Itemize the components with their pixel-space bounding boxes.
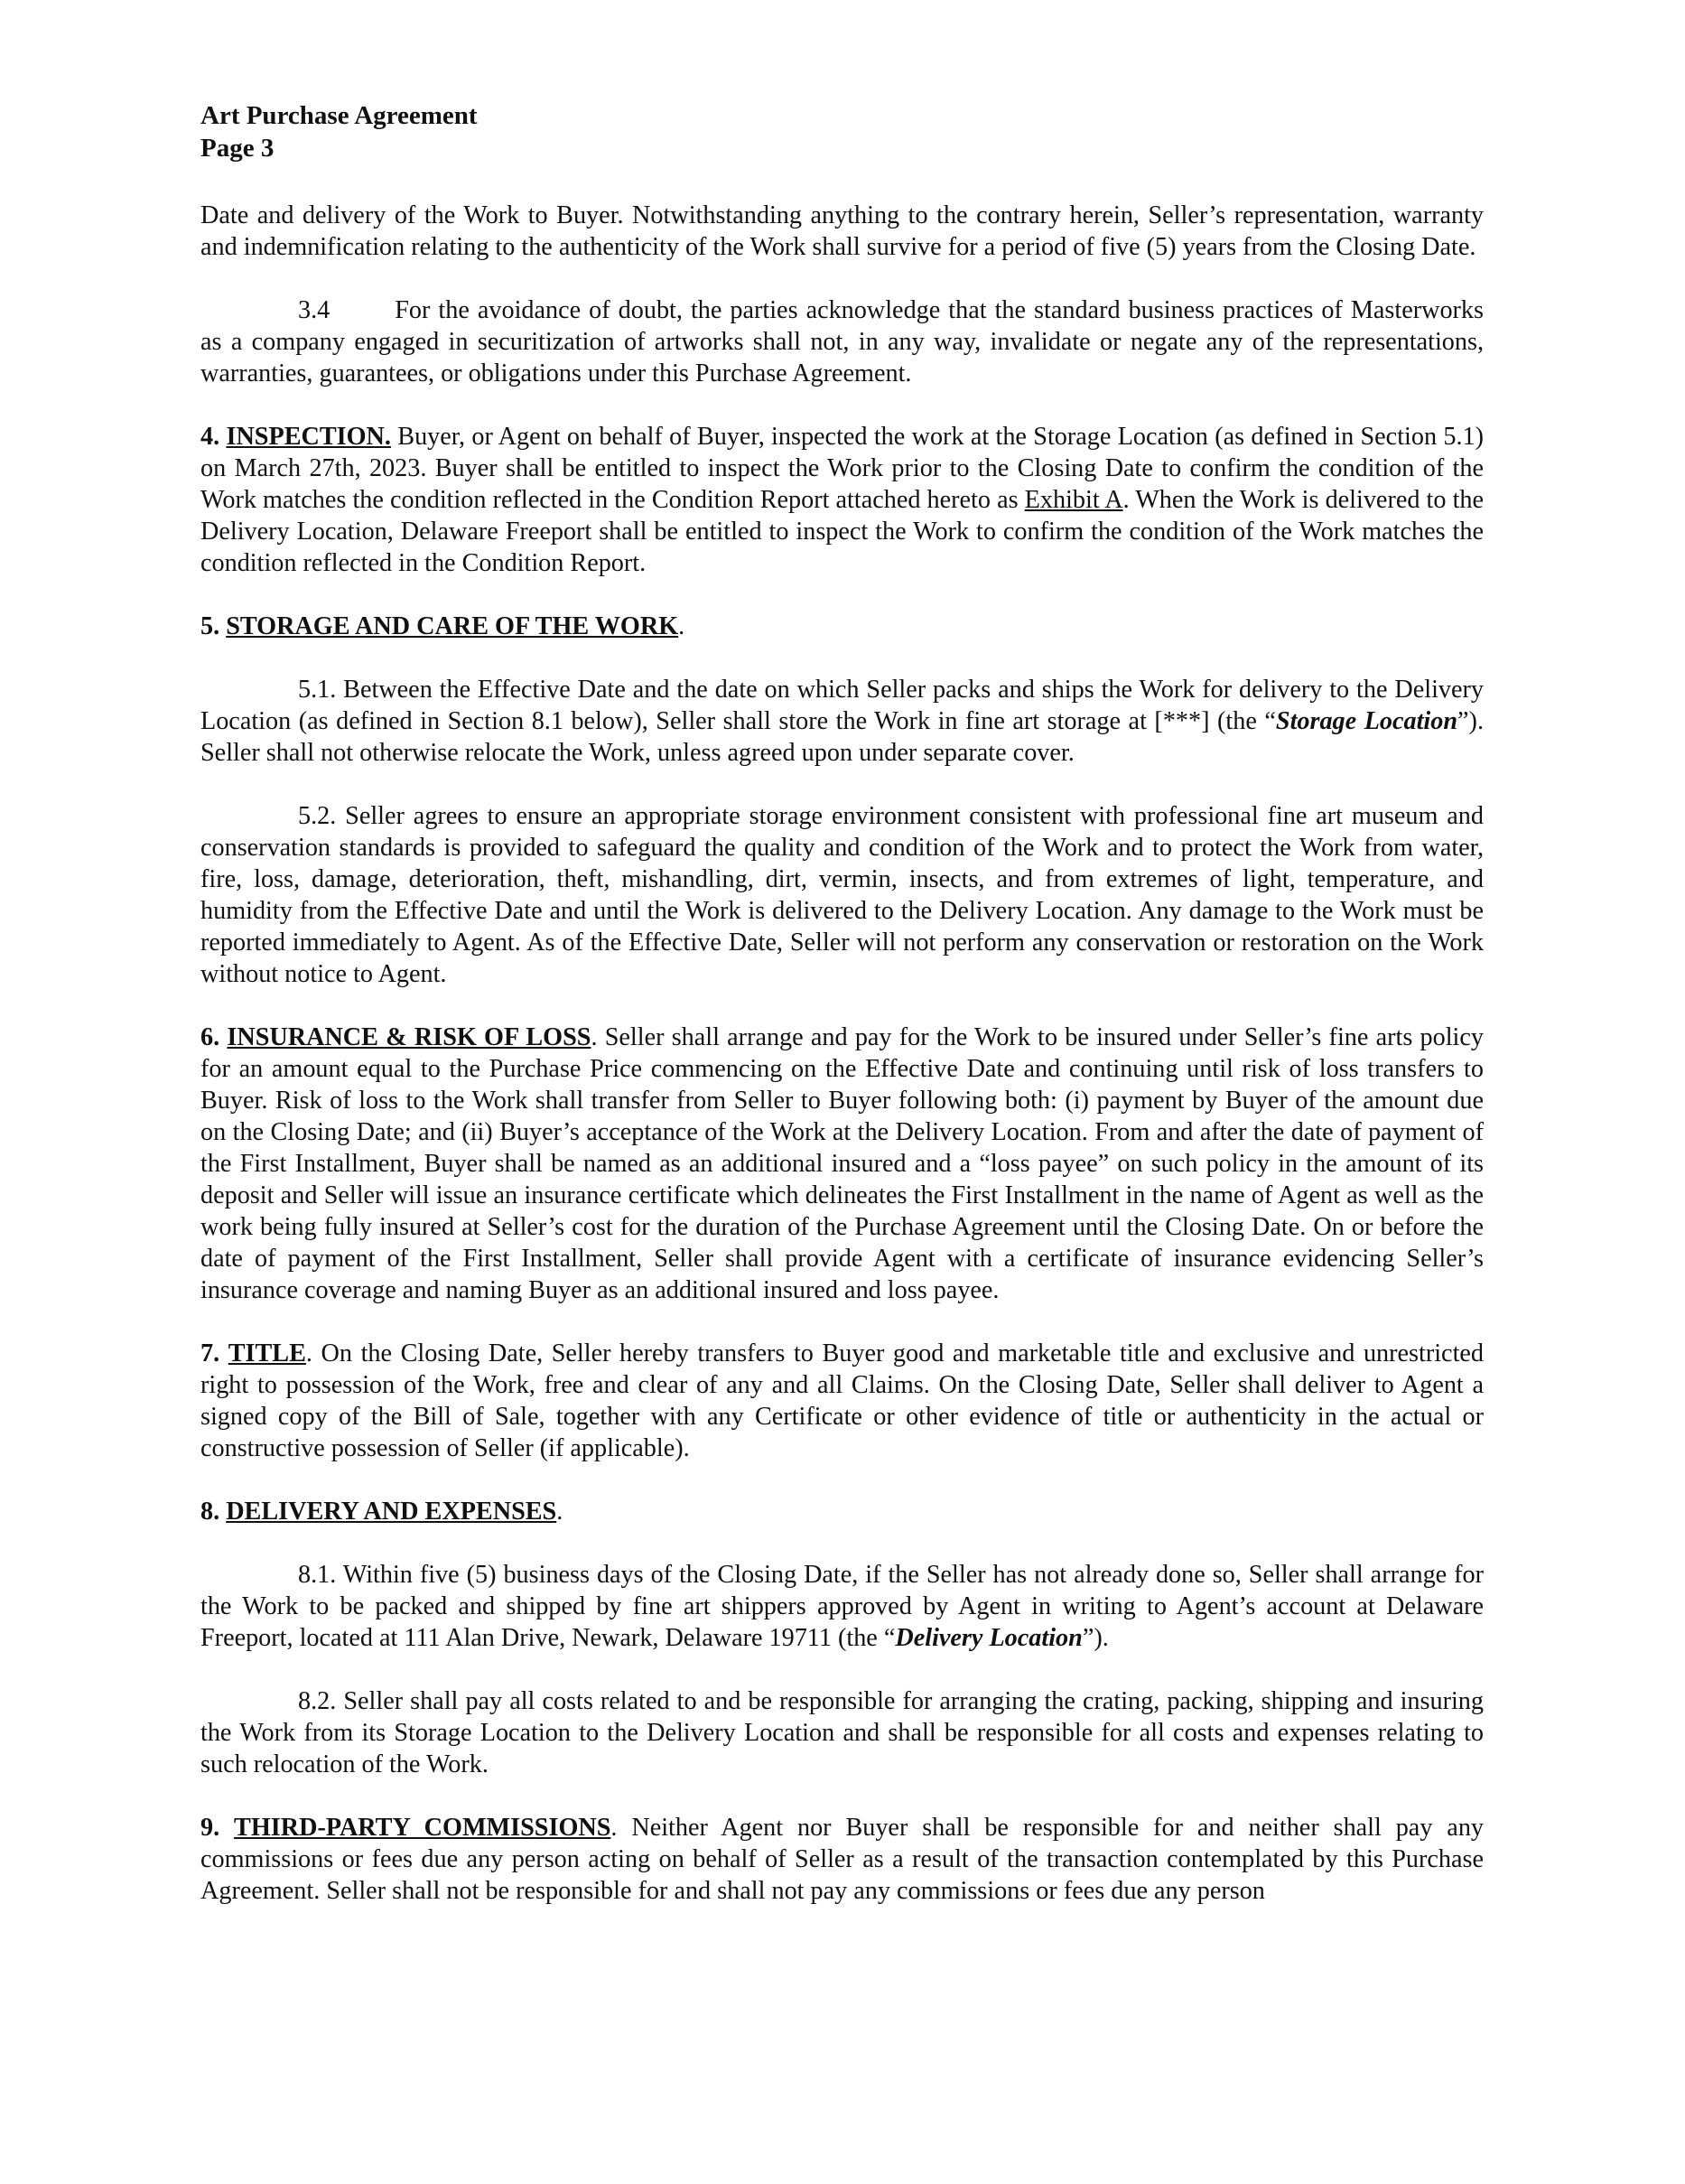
paragraph-8-1 <box>200 1559 1484 1654</box>
section-number: 9. <box>200 1814 220 1842</box>
paragraph-text: 5.2. Seller agrees to ensure an appropriate storage environment consistent with professional fine art museum and conservation standards is provided to safeguard the quality and condition of the Work and to protect the Work from water, fire, loss, damage, deterioration, theft, mishandling, dirt, vermin, insects, and from extremes of light, temperature, and humidity from the Effective Date and until the Work is delivered to the Delivery Location. Any damage to the Work must be reported immediately to Agent. As of the Effective Date, Seller will not perform any conservation or restoration on the Work without notice to Agent. <box>200 802 1484 988</box>
exhibit-reference: Exhibit A <box>1024 486 1123 514</box>
defined-term: Storage Location <box>1275 707 1458 735</box>
defined-term: Delivery Location <box>895 1624 1083 1652</box>
section-heading: TITLE <box>228 1339 306 1367</box>
paragraph-text: For the avoidance of doubt, the parties acknowledge that the standard business practices of Masterworks as a company engaged in securitization of artworks shall not, in any way, invalidate or negate any of the representations, warranties, guarantees, or obligations under this Purchase Agreement. <box>200 296 1484 387</box>
section-number: 7. <box>200 1339 220 1367</box>
section-number: 6. <box>200 1023 220 1051</box>
section-heading: STORAGE AND CARE OF THE WORK <box>226 612 679 640</box>
section-7-title <box>200 1338 1484 1464</box>
heading-period: . <box>556 1498 563 1526</box>
paragraph-text: . Seller shall arrange and pay for the Work to be insured under Seller’s fine arts policy for an amount equal to the Purchase Price commencing on the Effective Date and continuing until risk of loss transfers to Buyer. Risk of loss to the Work shall transfer from Seller to Buyer following both: (i) payment by Buyer of the amount due on the Closing Date; and (ii) Buyer’s acceptance of the Work at the Delivery Location. From and after the date of payment of the First Installment, Buyer shall be named as an additional insured and a “loss payee” on such policy in the amount of its deposit and Seller will issue an insurance certificate which delineates the First Installment in the name of Agent as well as the work being fully insured at Seller’s cost for the duration of the Purchase Agreement until the Closing Date. On or before the date of payment of the First Installment, Seller shall provide Agent with a certificate of insurance evidencing Seller’s insurance coverage and naming Buyer as an additional insured and loss payee. <box>200 1023 1484 1304</box>
document-body <box>200 200 1484 1907</box>
paragraph-text: . Neither Agent nor Buyer shall be responsible for and neither shall pay any commissions or fees due any person acting on behalf of Seller as a result of the transaction contemplated by this Purchase Agreement. Seller shall not be responsible for and shall not pay any commissions or fees due any person <box>200 1814 1485 1905</box>
paragraph-text: ”). Seller shall not otherwise relocate the Work, unless agreed upon under separate cover. <box>200 707 1484 767</box>
page-number: Page 3 <box>200 134 275 163</box>
page-header <box>200 99 478 164</box>
paragraph-8-2 <box>200 1685 1484 1780</box>
paragraph-3-continued <box>200 200 1484 263</box>
section-number: 3.4 <box>298 296 330 324</box>
section-heading: THIRD-PARTY COMMISSIONS <box>234 1814 611 1842</box>
section-number: 5. <box>200 612 220 640</box>
section-heading: INSPECTION. <box>226 423 391 451</box>
paragraph-text: ”). <box>1082 1624 1109 1652</box>
paragraph-text: Date and delivery of the Work to Buyer. Notwithstanding anything to the contrary herein, Seller’s representation, warranty and indemnification relating to the authenticity of the Work shall survive for a period of five (5) years from the Closing Date. <box>200 201 1484 261</box>
section-number: 8. <box>200 1498 220 1526</box>
section-6-insurance <box>200 1022 1484 1306</box>
paragraph-text: . On the Closing Date, Seller hereby transfers to Buyer good and marketable title and exclusive and unrestricted right to possession of the Work, free and clear of any and all Claims. On the Closing Date, Seller shall deliver to Agent a signed copy of the Bill of Sale, together with any Certificate or other evidence of title or authenticity in the actual or constructive possession of Seller (if applicable). <box>200 1339 1485 1462</box>
paragraph-3-4 <box>200 294 1484 389</box>
paragraph-text: 8.1. Within five (5) business days of the Closing Date, if the Seller has not already done so, Seller shall arrange for the Work to be packed and shipped by fine art shippers approved by Agent in writing to Agent’s account at Delaware Freeport, located at 111 Alan Drive, Newark, Delaware 19711 (the “ <box>200 1561 1484 1652</box>
section-heading: DELIVERY AND EXPENSES <box>226 1498 557 1526</box>
paragraph-text: . When the Work is delivered to the Delivery Location, Delaware Freeport shall be entitled to inspect the Work to confirm the condition of the Work matches the condition reflected in the Condition Report. <box>200 486 1485 577</box>
paragraph-text: Buyer, or Agent on behalf of Buyer, inspected the work at the Storage Location (as defined in Section 5.1) on March 27th, 2023. Buyer shall be entitled to inspect the Work prior to the Closing Date to confirm the condition of the Work matches the condition reflected in the Condition Report attached hereto as <box>200 423 1484 514</box>
section-9-commissions <box>200 1812 1484 1907</box>
paragraph-5-2 <box>200 800 1484 990</box>
document-title: Art Purchase Agreement <box>200 101 478 130</box>
section-8-heading <box>200 1496 1484 1527</box>
section-heading: INSURANCE & RISK OF LOSS <box>227 1023 591 1051</box>
paragraph-text: 5.1. Between the Effective Date and the date on which Seller packs and ships the Work for delivery to the Delivery Location (as defined in Section 8.1 below), Seller shall store the Work in fine art storage at [***] (the “ <box>200 676 1484 735</box>
section-number: 4. <box>200 423 220 451</box>
section-4-inspection <box>200 421 1484 579</box>
section-5-heading <box>200 611 1484 642</box>
heading-period: . <box>678 612 685 640</box>
paragraph-text: 8.2. Seller shall pay all costs related to and be responsible for arranging the crating, packing, shipping and insuring the Work from its Storage Location to the Delivery Location and shall be responsible for all costs and expenses relating to such relocation of the Work. <box>200 1687 1484 1778</box>
paragraph-5-1 <box>200 674 1484 769</box>
